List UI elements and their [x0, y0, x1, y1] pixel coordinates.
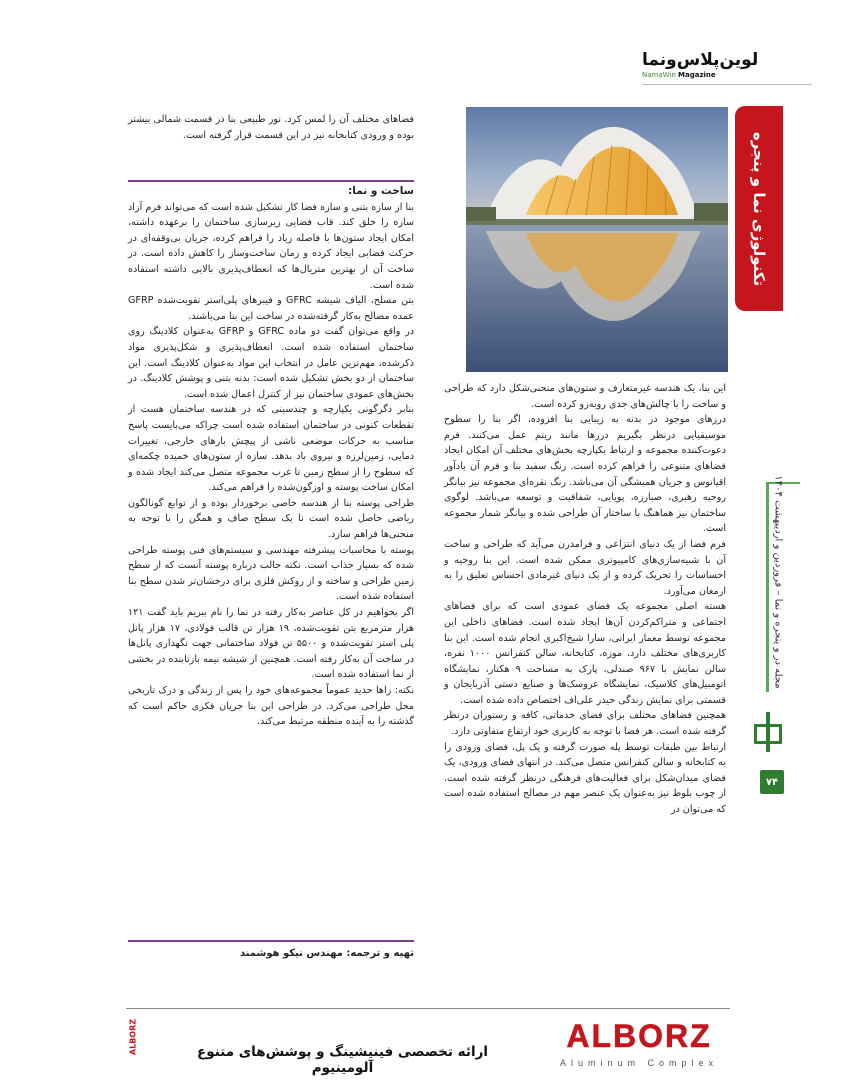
article-credit: تهیه و ترجمه: مهندس نیکو هوشمند — [239, 948, 414, 959]
article-paragraph: فرم فضا از یک دنیای انتزاعی و فرامدرن می‌آید که طراحی و ساخت آن با شبیه‌سازی‌های کامپیوتری ممکن شده است. این بنا روحیه و احساسات را تحریک کرده و از یک دنیای غیرمادی احساس تعلیق را به ارمغان می‌آورد. — [444, 538, 726, 597]
issue-info: مجله در و پنجره و نما – فروردین و اردیبهشت ۱۴۰۴ — [772, 475, 784, 689]
article-paragraph: فضاهای مختلف آن را لمس کرد. نور طبیعی بنا در قسمت شمالی بیشتر بوده و ورودی کتابخانه نیز در این قسمت قرار گرفته است. — [128, 114, 414, 141]
logo-sub-word: Magazine — [678, 71, 716, 79]
credit-divider — [128, 940, 414, 942]
alborz-logo — [548, 1018, 730, 1070]
article-column-left — [128, 112, 414, 143]
article-paragraph: هسته اصلی مجموعه یک فضای عمودی است که برای فضاهای اجتماعی و متراکم‌کردن آن‌ها ایجاد شده است. فضاهای داخلی این مجموعه توسط معمار ایرانی، سارا شیخ‌اکبری انجام شده است. این بنا کاربری‌های مختلف دارد، موزه، کتابخانه، سالن کنفرانس ۱۰۰۰ نفره، سالن نمایش با ۹۶۷ صندلی، پارک به مساحت ۹ هکتار، نمایشگاه اتومبیل‌های کلاسیک، نمایشگاه عروسک‌ها و صنایع دستی آذربایجان و قسمتی برای نمایش زندگی حیدر علی‌اف اختصاص داده شده است. — [444, 601, 726, 706]
article-paragraph: درزهای موجود در بدنه به زیبایی بنا افزوده، اگر بنا را سطوح موسیقیایی درنظر بگیریم درزها مانند ریتم عمل می‌کنند. فرم دعوت‌کننده مجموعه و ارتباط یکپارچه بخش‌های مختلف آن امکان ایجاد فضاهای متنوعی را فراهم کرده است. رنگ سفید بنا و فرم آن یادآور اقیانوس و جریان همیشگی آن می‌باشد. رنگ نقره‌ای مجموعه نیز بیانگر روحیه رهبری، صبارزه، پویایی، شفافیت و توسعه می‌باشد. لوگوی ساختمان نیز هماهنگ با ساختار آن طراحی شده و بیانگر شمار مجموعه است. — [444, 414, 726, 535]
section-heading: ساخت و نما: — [348, 185, 414, 197]
article-paragraph: همچنین فضاهای مختلف برای فضای خدماتی، کافه و رستوران درنظر گرفته شده است. هر فضا با توجه به کاربری خود ارتفاع متفاوتی دارد. — [444, 710, 726, 738]
article-paragraph: بتن مسلح، الیاف شیشه GFRC و فیبرهای پلی‌استر تقویت‌شده GFRP عمده مصالح به‌کار گرفته‌شده در ساخت این بنا می‌باشند. — [128, 295, 414, 322]
article-paragraph: بنابر دگرگونی یکپارچه و چندسینی که در هندسه ساختمان هست از تقطعات کنونی در ساختمان استفاده شده است چراکه می‌بایست پاسخ مناسب به حرکات موضعی ناشی از پیچش بارهای خارجی، تغییرات دمایی، زمین‌لرزه و نیروی باد بدهد. سازه از ستون‌های خمیده چکمه‌ای که سطوح را از سطح زمین تا غرب مجموعه متصل می‌کند ایجاد شده و امکان ساخت پوسته و اوزگون‌شده را فراهم می‌کند. — [128, 404, 414, 494]
article-paragraph: نکته: زاها حدید عموماً مجموعه‌های خود را پس از زندگی و درک تاریخی محل طراحی می‌کرد. در طراحی این بنا جریان فکری حاکم است که گذشته را به آینده منطقه مرتبط می‌کند. — [128, 685, 414, 728]
logo-title: لوین‌پلاس‌ونما — [642, 50, 759, 70]
article-paragraph: بنا از سازه بتنی و سازه فضا کار تشکیل شده است که می‌تواند فرم آزاد سازه را خلق کند. قاب فضایی زیرسازی ساختمان را برعهده داشته، امکان ایجاد ستون‌ها با فاصله زیاد را فراهم کرده، جریان بی‌وقفه‌ای در حرکت فضایی ایجاد کرده و زمان ساخت‌وساز را کاهش داده است. در ساخت آن از بهترین متریال‌ها که انعطاف‌پذیری بالایی داشته استفاده شده است. — [128, 201, 414, 291]
header-divider — [642, 84, 812, 85]
window-icon — [754, 712, 782, 752]
section-tab-label: تکنولوژی نما و پنجره — [750, 131, 768, 286]
magazine-logo — [642, 50, 812, 80]
construction-section — [128, 184, 414, 730]
article-paragraph: طراحی پوسته بنا از هندسه خاصی برخوردار بوده و از توابع گونالگون ریاضی حاصل شده است تا یک سطح صاف و همگن را با توجه به منحنی‌ها فراهم سازد. — [128, 497, 414, 541]
article-paragraph: پوسته با محاسبات پیشرفته مهندسی و سیستم‌های فنی پوسته طراحی شده که بسیار جذاب است. نکته جالب درباره پوسته آنست که از سطح زمین طراحی و ساخته و از روکش فلزی برای درخشان‌تر شدن سطح بنا استفاده شده است. — [128, 544, 414, 603]
ad-vertical-brand — [126, 1008, 140, 1066]
ad-vertical-brand-text: ALBORZ — [128, 1018, 138, 1056]
alborz-tagline: Aluminum Complex — [559, 1058, 719, 1068]
logo-sub-brand: NamaWin — [642, 71, 676, 79]
ad-slogan: ارائه تخصصی فینیشینگ و پوشش‌های متنوع آلومینیوم — [197, 1044, 488, 1076]
heydar-aliyev-center-image — [466, 107, 728, 372]
article-paragraph: این بنا، یک هندسه غیرمتعارف و ستون‌های منحنی‌شکل دارد که طراحی و ساخت را با چالش‌های جدی روبه‌رو کرده است. — [444, 383, 726, 410]
logo-subtitle — [642, 71, 812, 79]
article-paragraph: اگر بخواهیم در کل عناصر به‌کار رفته در نما را نام ببریم باید گفت ۱۲۱ هزار مترمربع بتن تقویت‌شده، ۱۹ هزار تن قالب فولادی، ۱۷ هزار پانل پلی استر تقویت‌شده و ۵۵۰۰ تن فولاد ساختمانی جهت نگهداری پانل‌ها در ساخت آن به‌کار رفته است. همچنین از شیشه نیمه بازتابنده در بخشی از نما استفاده شده است. — [128, 607, 415, 681]
section-tab — [735, 106, 783, 311]
building-photo — [466, 107, 728, 372]
section-divider — [128, 180, 414, 182]
footer-divider — [126, 1008, 730, 1009]
article-paragraph: ارتباط بین طبقات توسط پله صورت گرفته و یک پل، فضای ورودی را به کتابخانه و سالن کنفرانس متصل می‌کند. در انتهای فضای ورودی، یک فضای میدان‌شکل برای فعالیت‌های فرهنگی درنظر گرفته شده است. از چوب بلوط نیز به‌عنوان یک عنصر مهم در مصالح استفاده شده است که می‌توان در — [444, 741, 726, 816]
article-paragraph: در واقع می‌توان گفت دو ماده GFRC و GFRP به‌عنوان کلادینگ روی ساختمان استفاده شده است. انعطاف‌پذیری و شکل‌پذیری مواد ذکرشده، مهم‌ترین عامل در انتخاب این مواد به‌عنوان کلادینگ است. این ساختمان از دو بخش تشکیل شده است: بدنه بتنی و پوشش کلادینگ. در بخش‌های عمودی ساختمان نیز از کنترل اعمال شده است. — [128, 326, 414, 400]
article-column-right — [444, 381, 726, 818]
alborz-brand-text: ALBORZ — [566, 1018, 712, 1054]
issue-strip-line — [766, 482, 769, 692]
page-number: ۷۴ — [760, 770, 784, 794]
